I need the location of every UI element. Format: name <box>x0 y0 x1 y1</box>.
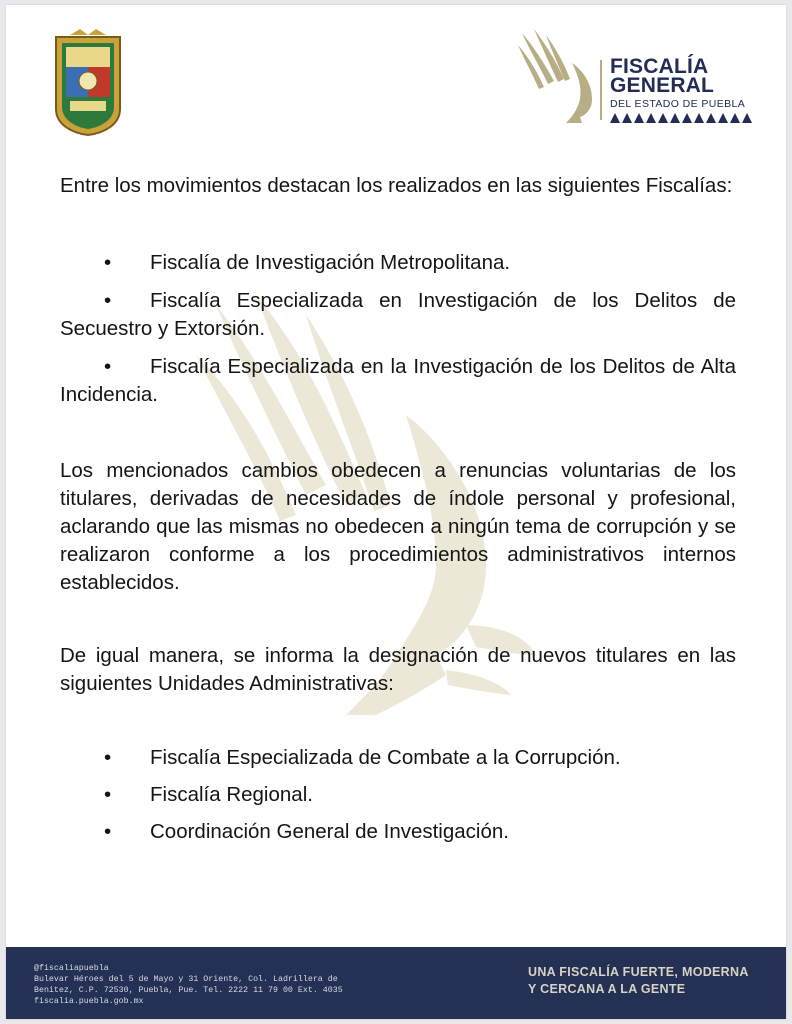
logo-subtitle: DEL ESTADO DE PUEBLA <box>610 98 746 110</box>
list-item: • Fiscalía Especializada en Investigación de los Delitos de Secuestro y Extorsión. <box>60 289 736 340</box>
logo-title-line1: FISCALÍA <box>610 55 709 78</box>
designation-paragraph: De igual manera, se informa la designación de nuevos titulares en las siguientes Unidades Administrativas: <box>60 644 736 695</box>
social-handle: @fiscaliapuebla <box>34 964 109 973</box>
logo-title-line2: GENERAL <box>610 74 715 97</box>
logo-divider <box>600 60 602 120</box>
list-item: • Fiscalía Especializada de Combate a la Corrupción. <box>60 744 736 772</box>
footer-slogan <box>528 964 749 998</box>
fiscalias-list <box>60 249 736 409</box>
bullet-icon: • <box>104 783 112 806</box>
footer-contact <box>34 963 343 1007</box>
slogan-line-1: UNA FISCALÍA FUERTE, MODERNA <box>528 965 749 979</box>
address-line-1: Bulevar Héroes del 5 de Mayo y 31 Oriente, Col. Ladrillera de <box>34 975 338 984</box>
list-item: • Fiscalía Especializada en la Investigación de los Delitos de Alta Incidencia. <box>60 355 736 406</box>
bullet-icon: • <box>104 289 112 312</box>
unidades-list <box>60 744 736 846</box>
address-line-2: Benitez, C.P. 72530, Puebla, Pue. Tel. 2222 11 79 00 Ext. 4035 <box>34 986 343 995</box>
footer-bar <box>6 947 786 1019</box>
document-body <box>60 172 736 855</box>
bullet-icon: • <box>104 355 112 378</box>
list-item: • Coordinación General de Investigación. <box>60 818 736 846</box>
bullet-icon: • <box>104 820 112 843</box>
list-item: • Fiscalía de Investigación Metropolitana. <box>60 249 736 277</box>
document-page <box>6 5 786 1019</box>
decorative-pattern-icon <box>610 113 756 123</box>
website: fiscalia.puebla.gob.mx <box>34 997 144 1006</box>
explanation-paragraph: Los mencionados cambios obedecen a renuncias voluntarias de los titulares, derivadas de necesidades de índole personal y profesional, aclarando que las mismas no obedecen a ningún tema de corrupción y se realizaron conforme a los procedimientos administrativos internos establecidos. <box>60 459 736 594</box>
intro-paragraph: Entre los movimientos destacan los realizados en las siguientes Fiscalías: <box>60 174 733 197</box>
fiscalia-emblem-logo <box>518 29 596 123</box>
slogan-line-2: Y CERCANA A LA GENTE <box>528 982 686 996</box>
list-item: • Fiscalía Regional. <box>60 781 736 809</box>
bullet-icon: • <box>104 746 112 769</box>
fiscalia-wordmark <box>610 57 756 128</box>
bullet-icon: • <box>104 251 112 274</box>
state-seal-logo <box>50 29 126 137</box>
